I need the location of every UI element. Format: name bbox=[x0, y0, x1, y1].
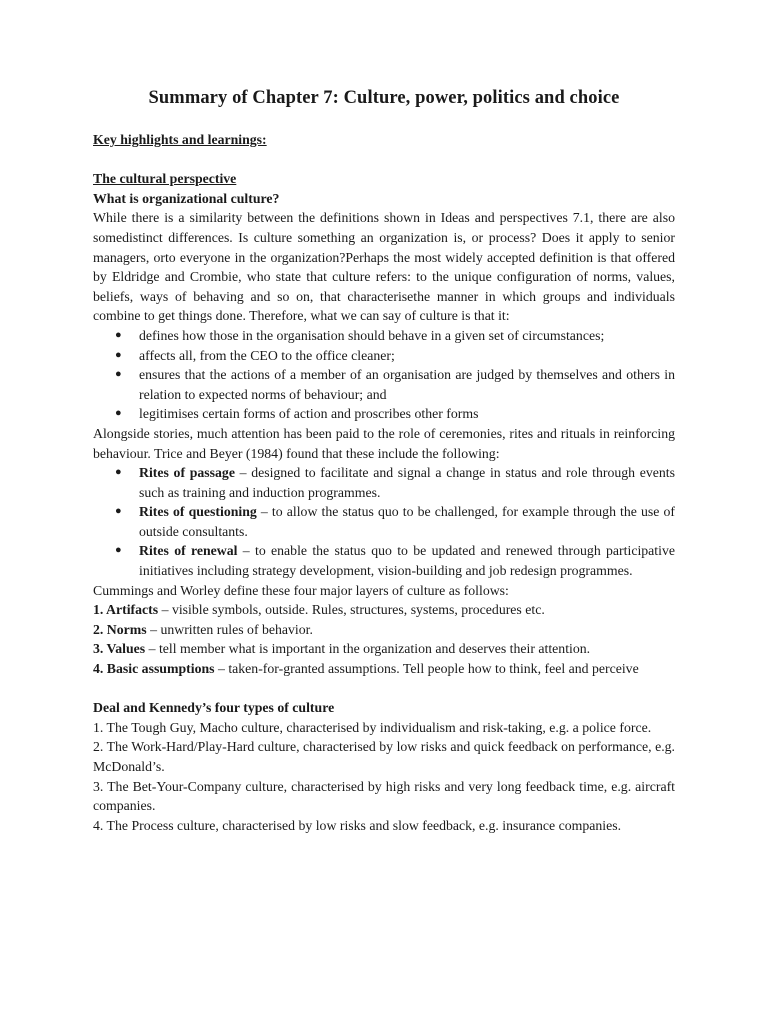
deal-kennedy-heading: Deal and Kennedy’s four types of culture bbox=[93, 700, 335, 716]
list-item bbox=[93, 463, 675, 502]
rite-term: Rites of renewal bbox=[139, 543, 238, 559]
list-item bbox=[93, 404, 675, 424]
paragraph-layers-intro: Cummings and Worley define these four major layers of culture as follows: bbox=[93, 582, 509, 598]
bullet-icon: ● bbox=[115, 328, 122, 341]
what-is-culture-heading: What is organizational culture? bbox=[93, 190, 280, 206]
bullet-icon: ● bbox=[115, 505, 122, 518]
layer-term: 2. Norms bbox=[93, 621, 147, 637]
key-highlights-text: Key highlights and learnings: bbox=[93, 132, 267, 147]
list-item bbox=[93, 502, 675, 541]
rite-term: Rites of questioning bbox=[139, 504, 257, 520]
layer-term: 3. Values bbox=[93, 641, 146, 657]
list-item bbox=[93, 326, 675, 346]
layer-item bbox=[93, 639, 675, 659]
document-body bbox=[93, 130, 675, 835]
culture-type-item: 3. The Bet-Your-Company culture, characterised by high risks and very long feedback time, e.g. aircraft companies. bbox=[93, 778, 675, 814]
bullet-icon: ● bbox=[115, 466, 122, 479]
list-item bbox=[93, 365, 675, 404]
list-item bbox=[93, 541, 675, 580]
layer-text: – tell member what is important in the organization and deserves their attention. bbox=[145, 641, 591, 657]
layer-term: 4. Basic assumptions bbox=[93, 661, 215, 677]
bullet-icon: ● bbox=[115, 368, 122, 381]
bullet-icon: ● bbox=[115, 407, 122, 420]
list-item-text: legitimises certain forms of action and proscribes other forms bbox=[139, 406, 479, 422]
list-item-text: affects all, from the CEO to the office cleaner; bbox=[139, 347, 395, 363]
layer-item bbox=[93, 600, 675, 620]
culture-type-item: 4. The Process culture, characterised by low risks and slow feedback, e.g. insurance companies. bbox=[93, 817, 622, 833]
layer-item bbox=[93, 620, 675, 640]
cultural-perspective-heading bbox=[93, 169, 675, 189]
rite-text: – to enable the status quo to be updated and renewed through participative initiatives including strategy development, vision-building and job redesign programmes. bbox=[139, 543, 675, 579]
list-item-text: ensures that the actions of a member of an organisation are judged by themselves and others in relation to expected norms of behaviour; and bbox=[139, 367, 675, 402]
layer-term: 1. Artifacts bbox=[93, 602, 159, 618]
rite-text: – designed to facilitate and signal a change in status and role through events such as training and induction programmes. bbox=[139, 465, 675, 500]
rites-bullet-list bbox=[93, 463, 675, 581]
bullet-icon: ● bbox=[115, 544, 122, 557]
key-highlights-heading bbox=[93, 130, 675, 150]
page-title: Summary of Chapter 7: Culture, power, politics and choice bbox=[148, 88, 620, 108]
cultural-perspective-text: The cultural perspective bbox=[93, 171, 237, 187]
rite-text: – to allow the status quo to be challenged, for example through the use of outside consultants. bbox=[139, 504, 675, 539]
layer-text: – visible symbols, outside. Rules, structures, systems, procedures etc. bbox=[158, 602, 545, 618]
paragraph-definition: While there is a similarity between the definitions shown in Ideas and perspectives 7.1, there are also somedistinct differences. Is culture something an organization is, or process? Does it apply to senior managers, orto everyone in the organization?Perhaps the most widely accepted definition is that offered by Eldridge and Crombie, who state that culture refers: to the unique configuration of norms, values, beliefs, ways of behaving and so on, that characterisethe manner in which groups and individuals combine to get things done. Therefore, what we can say of culture is that it: bbox=[93, 210, 675, 324]
culture-bullet-list bbox=[93, 326, 675, 424]
list-item-text: defines how those in the organisation should behave in a given set of circumstances; bbox=[139, 327, 605, 343]
culture-type-item: 2. The Work-Hard/Play-Hard culture, characterised by low risks and quick feedback on performance, e.g. McDonald’s. bbox=[93, 739, 675, 774]
culture-type-item: 1. The Tough Guy, Macho culture, characterised by individualism and risk-taking, e.g. a police force. bbox=[93, 719, 652, 735]
list-item bbox=[93, 346, 675, 366]
layer-item bbox=[93, 659, 675, 679]
layer-text: – taken-for-granted assumptions. Tell people how to think, feel and perceive bbox=[214, 661, 639, 677]
paragraph-rites-intro: Alongside stories, much attention has been paid to the role of ceremonies, rites and rituals in reinforcing behaviour. Trice and Beyer (1984) found that these include the following: bbox=[93, 425, 675, 461]
layer-text: – unwritten rules of behavior. bbox=[146, 621, 313, 637]
bullet-icon: ● bbox=[115, 348, 122, 361]
rite-term: Rites of passage bbox=[139, 465, 235, 481]
